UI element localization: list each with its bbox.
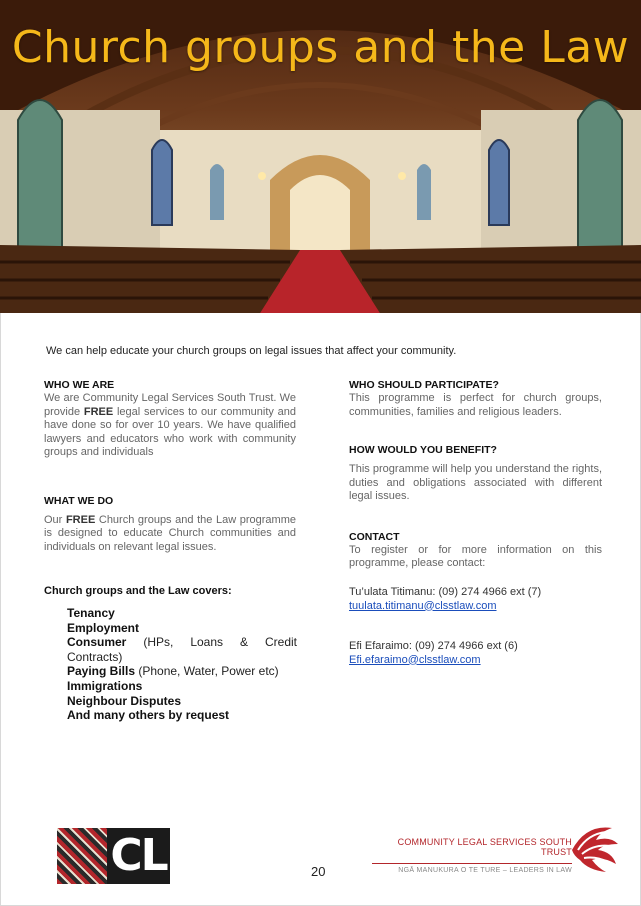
benefit-heading: HOW WOULD YOU BENEFIT? (349, 444, 497, 456)
logo-text: CL (107, 828, 170, 884)
email-link-2[interactable]: Efi.efaraimo@clsstlaw.com (349, 653, 481, 666)
who-we-are-heading: WHO WE ARE (44, 379, 115, 391)
page-title: Church groups and the Law (11, 22, 630, 73)
who-we-are-free: FREE (83, 405, 114, 418)
who-we-are-text-2: legal services to our community and have done so for over 10 years. We have qualified lawyers and educators who work with community groups and individuals (44, 405, 296, 458)
list-item (67, 664, 297, 679)
intro-text: We can help educate your church groups on legal issues that affect your community. (46, 345, 457, 357)
list-item (67, 621, 297, 636)
email-link-1[interactable]: tuulata.titimanu@clsstlaw.com (349, 599, 497, 612)
right-column (349, 378, 602, 667)
list-item (67, 708, 297, 723)
who-we-are-text-1: We are Community Legal Services South Trust. We provide (44, 392, 296, 418)
left-column (44, 378, 296, 598)
list-item (67, 679, 297, 694)
what-we-do-text-2: Church groups and the Law programme is designed to educate Church communities and individuals on relevant legal issues. (44, 513, 296, 553)
what-we-do-text (44, 514, 296, 555)
hero-image (0, 0, 641, 313)
contact-heading: CONTACT (349, 530, 400, 543)
clsst-branding (372, 837, 572, 874)
benefit-text: This programme will help you understand the rights, duties and obligations associated with different legal issues. (349, 463, 602, 502)
clsst-emblem-icon (566, 820, 622, 876)
list-item (67, 694, 297, 709)
contact-person-1: Tu’ulata Titimanu: (09) 274 4966 ext (7) (349, 585, 542, 598)
logo-pattern (57, 828, 107, 884)
what-we-do-heading: WHAT WE DO (44, 494, 114, 507)
list-item-label: Immigrations (67, 678, 143, 693)
list-item-label: Consumer (67, 635, 127, 650)
list-item-note: (Phone, Water, Power etc) (135, 664, 279, 679)
list-item-label: Employment (67, 620, 140, 635)
what-we-do-text-1: Our (44, 513, 66, 526)
org-name: COMMUNITY LEGAL SERVICES SOUTH TRUST (397, 837, 572, 857)
who-should-heading: WHO SHOULD PARTICIPATE? (349, 379, 499, 391)
page-number: 20 (311, 864, 326, 879)
list-item (67, 606, 297, 621)
list-item-label: Neighbour Disputes (67, 693, 182, 708)
list-item (67, 635, 297, 664)
covers-list (67, 606, 297, 723)
contact-text: To register or for more information on this programme, please contact: (349, 543, 602, 569)
list-item-note: (HPs, Loans & Credit Contracts) (67, 635, 297, 664)
list-item-label: Paying Bills (67, 664, 136, 679)
covers-title: Church groups and the Law covers: (44, 585, 232, 597)
org-divider (372, 863, 572, 864)
org-tagline: NGĀ MANUKURA O TE TURE – LEADERS IN LAW (398, 867, 572, 874)
list-item-label: And many others by request (67, 708, 230, 723)
contact-person-2: Efi Efaraimo: (09) 274 4966 ext (6) (349, 639, 518, 652)
cl-logo (57, 828, 170, 884)
who-should-text: This programme is perfect for church groups, communities, families and religious leaders. (349, 392, 602, 418)
what-we-do-free: FREE (65, 513, 96, 526)
who-we-are-text (44, 392, 296, 460)
list-item-label: Tenancy (67, 606, 115, 620)
